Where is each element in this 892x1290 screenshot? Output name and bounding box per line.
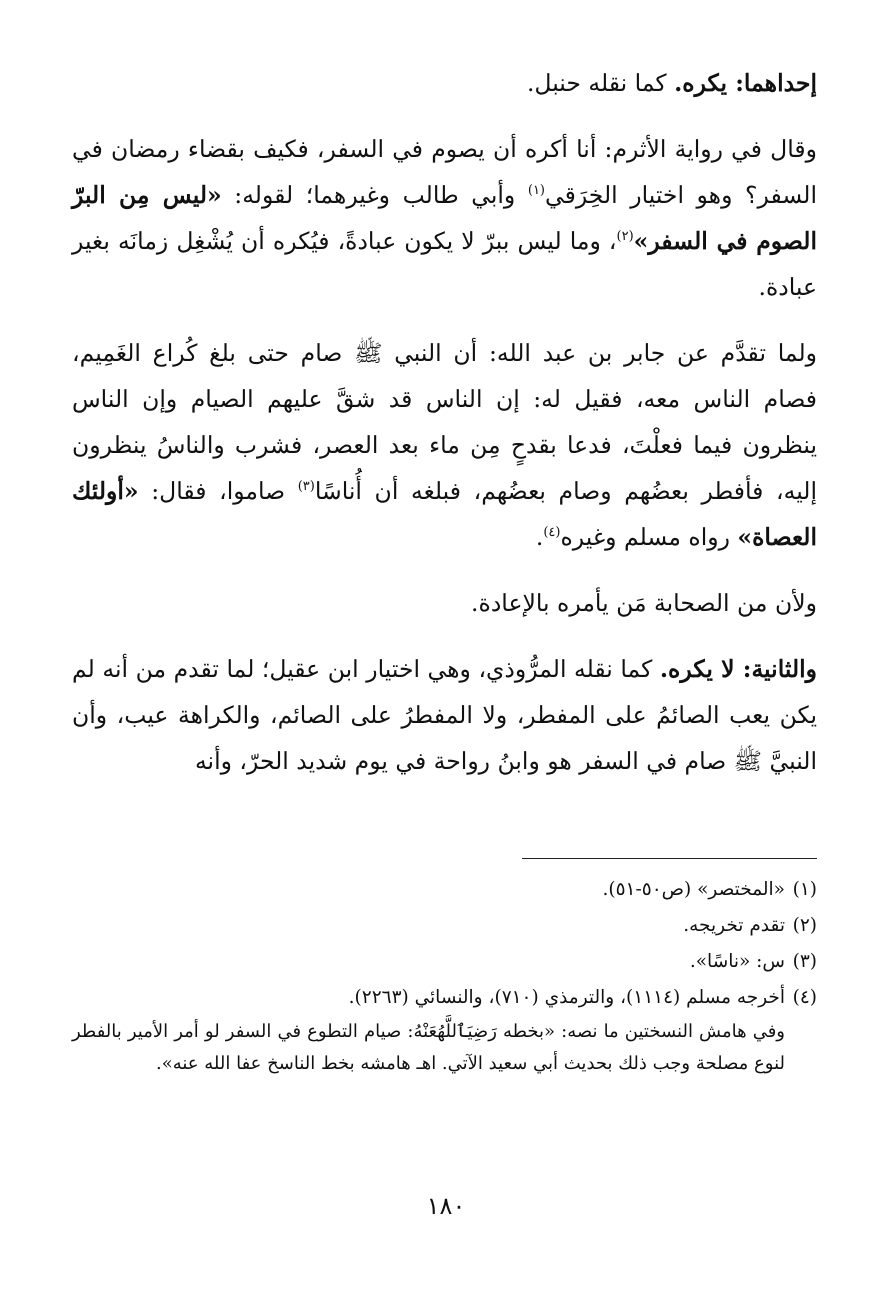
hadith-quote-2: «أولئك العصاة» <box>72 477 817 551</box>
footnote-text: تقدم تخريجه. <box>683 915 785 936</box>
footnote-text: س: «ناسًا». <box>689 951 785 972</box>
footnote-number: (٣) <box>792 951 817 972</box>
footnotes <box>72 872 817 1080</box>
footnote-3 <box>72 944 817 980</box>
paragraph-3-text-d: . <box>535 523 544 551</box>
paragraph-2 <box>72 126 817 310</box>
paragraph-3-text-c: رواه مسلم وغيره <box>560 523 738 551</box>
footnote-1 <box>72 872 817 908</box>
main-text <box>72 60 817 784</box>
paragraph-2-text-a: وقال في رواية الأثرم: أنا أكره أن يصوم في السفر، فكيف بقضاء رمضان في السفر؟ وهو اختيار الخِرَقي <box>72 135 817 209</box>
footnote-ref-1[interactable]: (١) <box>527 183 545 199</box>
paragraph-2-text-c: ، وما ليس ببرّ لا يكون عبادةً، فيُكره أن يُشْغِل زمانَه بغير عبادة. <box>72 227 817 301</box>
opinion-label-second: والثانية: لا يكره. <box>659 655 817 683</box>
footnote-text: أخرجه مسلم (١١١٤)، والترمذي (٧١٠)، والنسائي (٢٢٦٣). <box>348 987 785 1008</box>
footnote-number: (١) <box>792 879 817 900</box>
footnote-2 <box>72 908 817 944</box>
paragraph-3-text-a: ولما تقدَّم عن جابر بن عبد الله: أن النبي ﷺ صام حتى بلغ كُراع الغَمِيم، فصام الناس معه، فقيل له: إن الناس قد شقَّ عليهم الصيام وإن الناس ينظرون فيما فعلْتَ، فدعا بقدحٍ مِن ماء بعد العصر، فشرب والناسُ ينظرون إليه، فأفطر بعضُهم وصام بعضُهم، فبلغه أن أُناسًا <box>72 339 817 505</box>
footnote-text: «المختصر» (ص٥٠-٥١). <box>602 879 785 900</box>
paragraph-4: ولأن من الصحابة مَن يأمره بالإعادة. <box>471 589 817 617</box>
footnote-ref-3[interactable]: (٣) <box>297 479 315 495</box>
footnote-ref-2[interactable]: (٢) <box>616 229 634 245</box>
paragraph-5 <box>72 646 817 784</box>
paragraph-2-text-b: وأبي طالب وغيرهما؛ لقوله: <box>221 181 528 209</box>
footnote-separator <box>522 858 817 859</box>
footnote-ref-4[interactable]: (٤) <box>543 525 561 541</box>
paragraph-3-text-b: صاموا، فقال: <box>138 477 298 505</box>
paragraph-5-text: كما نقله المرُّوذي، وهي اختيار ابن عقيل؛ لما تقدم من أنه لم يكن يعب الصائمُ على المفطر، ولا المفطرُ على الصائم، والكراهة عيب، وأن النبيَّ ﷺ صام في السفر هو وابنُ رواحة في يوم شديد الحرّ، وأنه <box>72 655 817 775</box>
footnote-4 <box>72 980 817 1016</box>
paragraph-1-text: كما نقله حنبل. <box>526 69 675 97</box>
paragraph-3 <box>72 330 817 560</box>
opinion-label-first: إحداهما: يكره. <box>674 69 817 97</box>
page-number: ١٨٠ <box>426 1192 466 1220</box>
hadith-quote-1: «ليس مِن البرّ الصوم في السفر» <box>72 181 817 255</box>
footnote-number: (٢) <box>792 915 817 936</box>
footnote-number: (٤) <box>792 987 817 1008</box>
paragraph-1 <box>72 60 817 106</box>
footnote-4-margin-note: وفي هامش النسختين ما نصه: «بخطه رَضِيَٱللَّهُعَنْهُ: صيام التطوع في السفر لو أمر الأمير بالفطر لنوع مصلحة وجب ذلك بحديث أبي سعيد الآتي. اهـ هامشه بخط الناسخ عفا الله عنه». <box>72 1021 785 1074</box>
